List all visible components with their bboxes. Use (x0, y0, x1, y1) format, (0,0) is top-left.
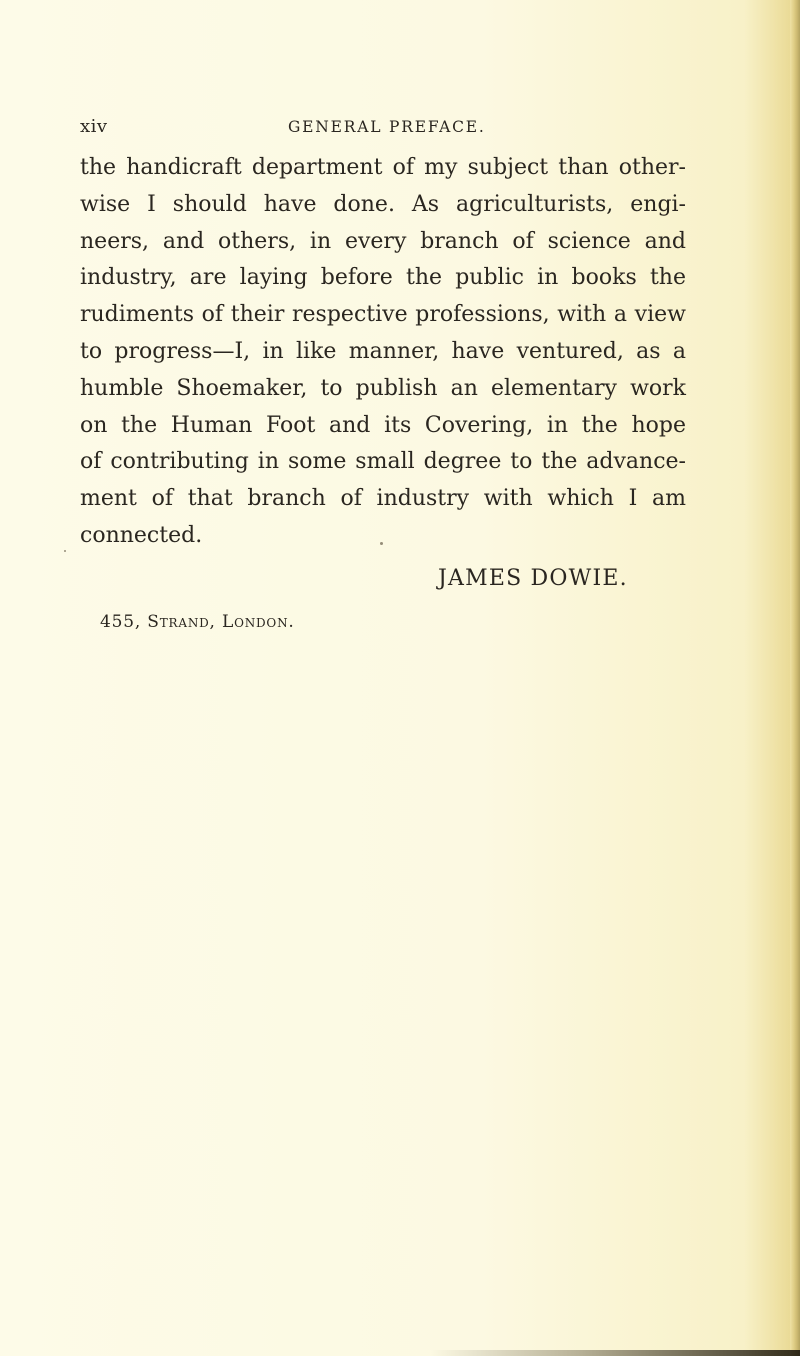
address-street: Strand, (147, 612, 216, 632)
address-number: 455, (100, 612, 142, 632)
text-line: humble Shoemaker, to publish an elementary work (80, 375, 686, 401)
text-line: rudiments of their respective professions, with a view (80, 302, 686, 328)
preface-paragraph (80, 150, 686, 555)
text-line: on the Human Foot and its Covering, in the hope (80, 412, 686, 438)
text-line: to progress—I, in like manner, have ventured, as a (80, 338, 686, 364)
running-head: GENERAL PREFACE. (288, 118, 486, 136)
page-header (80, 116, 620, 140)
text-line: connected. (80, 522, 203, 548)
text-line: the handicraft department of my subject than other- (80, 155, 686, 180)
paper-speck (64, 550, 66, 552)
text-line: ment of that branch of industry with which I am (80, 486, 686, 512)
address-city: London. (221, 612, 295, 632)
page-bottom-edge (430, 1350, 800, 1356)
page-number: xiv (80, 116, 108, 137)
text-line: neers, and others, in every branch of science and (80, 228, 686, 254)
text-line: of contributing in some small degree to the advance- (80, 449, 686, 475)
paper-speck (380, 542, 383, 545)
page-edge-shadow (790, 0, 800, 1356)
author-signature: JAMES DOWIE. (438, 566, 628, 591)
author-address (100, 612, 295, 632)
text-line: wise I should have done. As agriculturists, engi- (80, 191, 686, 217)
text-line: industry, are laying before the public in books the (80, 265, 686, 291)
